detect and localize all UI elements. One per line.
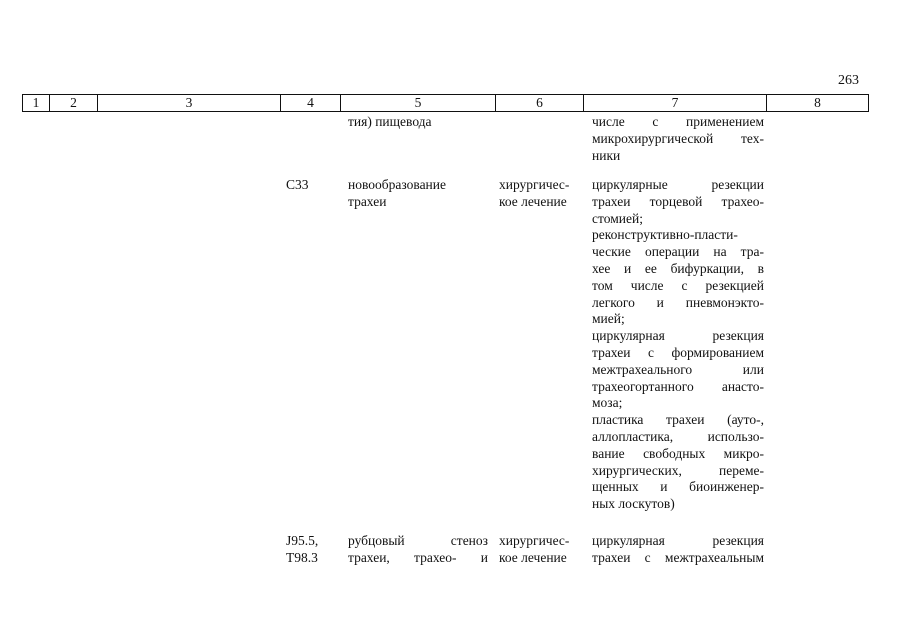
condition bbox=[348, 177, 488, 211]
text-line: J95.5, bbox=[286, 533, 319, 548]
text-line: хирургичес- bbox=[499, 177, 570, 192]
condition bbox=[348, 533, 488, 567]
continuation-methods bbox=[592, 114, 764, 164]
text-line: ных лоскутов) bbox=[592, 496, 675, 512]
column-header: 4 bbox=[281, 95, 341, 112]
icd-code bbox=[286, 177, 336, 194]
text-line: циркулярная резекция bbox=[592, 328, 764, 344]
column-header: 6 bbox=[496, 95, 584, 112]
treatment-type bbox=[499, 177, 581, 211]
text-line: кое лечение bbox=[499, 193, 567, 209]
treatment-type bbox=[499, 533, 581, 567]
text-line: легкого и пневмонэкто- bbox=[592, 294, 764, 310]
text-line: C33 bbox=[286, 177, 309, 192]
treatment-methods bbox=[592, 533, 764, 567]
text-line: циркулярная резекция bbox=[592, 533, 764, 548]
text-line: ческие операции на тра- bbox=[592, 244, 764, 260]
text-line: тия) пищевода bbox=[348, 114, 432, 129]
column-header: 1 bbox=[23, 95, 50, 112]
text-line: трахеи, трахео- и bbox=[348, 549, 488, 565]
text-line: моза; bbox=[592, 395, 623, 411]
text-line: ники bbox=[592, 147, 621, 163]
text-line: вание свободных микро- bbox=[592, 445, 764, 461]
text-line: мией; bbox=[592, 311, 625, 327]
treatment-methods bbox=[592, 177, 764, 513]
text-line: щенных и биоинженер- bbox=[592, 479, 764, 495]
text-line: аллопластика, использо- bbox=[592, 428, 764, 444]
text-line: хее и ее бифуркации, в bbox=[592, 260, 764, 276]
page-number: 263 bbox=[838, 73, 859, 88]
text-line: пластика трахеи (ауто-, bbox=[592, 412, 764, 428]
text-line: циркулярные резекции bbox=[592, 177, 764, 192]
text-line: новообразование bbox=[348, 177, 447, 192]
text-line: рубцовый стеноз bbox=[348, 533, 488, 548]
text-line: трахеи торцевой трахео- bbox=[592, 193, 764, 209]
text-line: хирургических, переме- bbox=[592, 462, 764, 478]
column-header: 2 bbox=[50, 95, 98, 112]
text-line: трахеи bbox=[348, 193, 387, 209]
text-line: трахеи с межтрахеальным bbox=[592, 549, 764, 565]
icd-code bbox=[286, 533, 336, 567]
text-line: хирургичес- bbox=[499, 533, 570, 548]
text-line: трахеогортанного анасто- bbox=[592, 378, 764, 394]
column-header: 3 bbox=[98, 95, 281, 112]
text-line: трахеи с формированием bbox=[592, 344, 764, 360]
text-line: стомией; bbox=[592, 210, 643, 226]
column-header-row bbox=[22, 94, 869, 112]
text-line: межтрахеального или bbox=[592, 361, 764, 377]
text-line: числе с применением bbox=[592, 114, 764, 129]
column-header: 8 bbox=[767, 95, 869, 112]
text-line: T98.3 bbox=[286, 549, 318, 565]
text-line: реконструктивно-пласти- bbox=[592, 227, 738, 243]
text-line: том числе с резекцией bbox=[592, 277, 764, 293]
text-line: кое лечение bbox=[499, 549, 567, 565]
text-line: микрохирургической тех- bbox=[592, 130, 764, 146]
column-header: 5 bbox=[341, 95, 496, 112]
column-header: 7 bbox=[584, 95, 767, 112]
continuation-condition bbox=[348, 114, 488, 131]
